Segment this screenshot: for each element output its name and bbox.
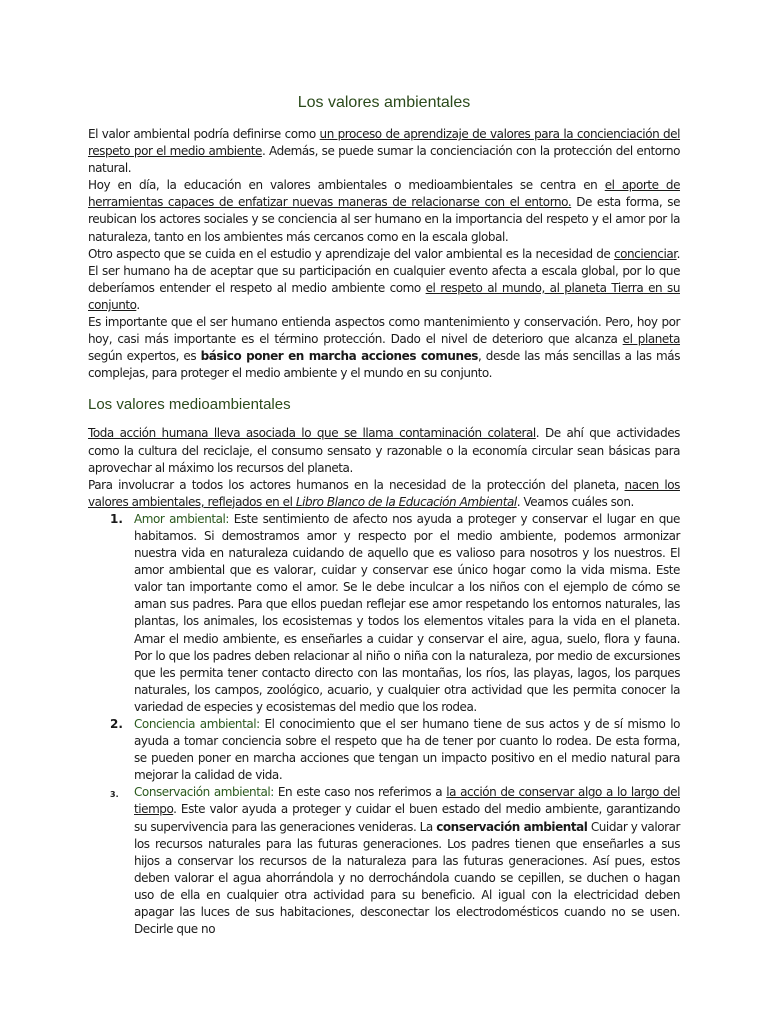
section2-paragraph-2	[88, 477, 680, 511]
list-item-text	[134, 784, 680, 938]
list-number: 2.	[110, 717, 123, 731]
text: Este sentimiento de afecto nos ayuda a proteger y conservar el lugar en que habitamos. Si demostramos amor y respecto por el medio ambiente, podemos armonizar nuestra vida en naturaleza cuidando de aquello que es valioso para nosotros y los nuestros. El amor ambiental que es valorar, cuidar y conservar ese único hogar como la vida misma. Este valor tan importante como el amor. Se le debe inculcar a los niños con el ejemplo de cómo se aman sus padres. Para que ellos puedan reflejar ese amor respetando los entornos naturales, las plantas, los animales, los ecosistemas y todos los elementos vitales para la vida en el planeta. Amar el medio ambiente, es enseñarles a cuidar y conservar el aire, agua, suelo, flora y fauna. Por lo que los padres deben relacionar al niño o niña con la naturaleza, por medio de excursiones que les permita tener contacto directo con las montañas, los ríos, las playas, lagos, los parques naturales, los campos, zoológico, acuario, y cualquier otra actividad que les permita conocer la variedad de especies y ecosistemas del medio que los rodea.	[134, 511, 680, 714]
paragraph-1	[88, 126, 680, 177]
text: . De ahí que actividades como la cultura del reciclaje, el consumo sensato y razonable o la economía circular sean básicas para aprovechar al máximo los recursos del planeta.	[88, 426, 680, 475]
text: .	[136, 297, 140, 312]
text: . Veamos cuáles son.	[516, 494, 634, 509]
text: Es importante que el ser humano entienda aspectos como mantenimiento y conservación. Pero, hoy por hoy, casi más importante es el término protección. Dado el nivel de deterioro que alcanza	[88, 315, 680, 347]
text: . Este valor ayuda a proteger y cuidar el buen estado del medio ambiente, garantizando su supervivencia para las generaciones venideras. La	[134, 802, 680, 834]
values-list	[88, 511, 680, 938]
underlined-text: el respeto al mundo, al planeta Tierra en su conjunto	[88, 280, 680, 312]
underlined-text: la acción de conservar algo a lo largo del tiempo	[134, 785, 680, 817]
paragraph-3	[88, 246, 680, 314]
underlined-text: el planeta	[622, 332, 680, 347]
list-item-label: Conciencia ambiental:	[134, 717, 260, 731]
text: nacen los valores ambientales, reflejados en el	[88, 477, 680, 509]
paragraph-4	[88, 314, 680, 382]
section2-paragraph-1	[88, 425, 680, 476]
list-item-label: Amor ambiental:	[134, 511, 230, 526]
italic-text: Libro Blanco de la Educación Ambiental	[295, 494, 517, 509]
list-item-label: Conservación ambiental:	[134, 785, 274, 800]
text: Hoy en día, la educación en valores ambientales o medioambientales se centra en	[88, 178, 605, 193]
text: De esta forma, se reubican los actores sociales y se conciencia al ser humano en la importancia del respeto y el amor por la naturaleza, tanto en los ambientes más cercanos como en la escala global.	[88, 195, 680, 244]
underlined-text: el aporte de herramientas capaces de enfatizar nuevas maneras de relacionarse con el entorno.	[88, 178, 681, 210]
list-item	[88, 511, 680, 716]
document-title: Los valores ambientales	[297, 94, 471, 111]
text: Para involucrar a todos los actores humanos en la necesidad de la protección del planeta,	[88, 477, 625, 492]
text: El conocimiento que el ser humano tiene de sus actos y de sí mismo lo ayuda a tomar conciencia sobre el respeto que ha de tener por cuanto lo rodea. De esta forma, se pueden poner en marcha acciones que tengan un impacto positivo en el medio natural para mejorar la calidad de vida.	[134, 717, 680, 783]
list-item	[88, 716, 680, 784]
text: . El ser humano ha de aceptar que su participación en cualquier evento afecta a escala global, por lo que deberíamos entender el respeto al medio ambiente como	[88, 246, 680, 295]
bold-text: básico poner en marcha acciones comunes	[200, 349, 478, 364]
paragraph-2	[88, 177, 680, 245]
text: , desde las más sencillas a las más complejas, para proteger el medio ambiente y el mundo en su conjunto.	[88, 349, 680, 381]
text: Cuidar y valorar los recursos naturales para las futuras generaciones. Los padres tienen que enseñarles a sus hijos a conservar los recursos de la naturaleza para las futuras generaciones. Así pues, estos deben valorar el agua ahorrándola y no derrochándola cuando se cepillen, se duchen o hagan uso de ella en cualquier otra actividad para su beneficio. Al igual con la electricidad deben apagar las luces de sus habitaciones, desconectar los electrodomésticos cuando no se usen. Decirle que no	[134, 819, 680, 937]
list-item-text	[134, 511, 680, 716]
text: Otro aspecto que se cuida en el estudio y aprendizaje del valor ambiental es la necesidad de	[88, 246, 614, 261]
text: En este caso nos referimos a	[273, 785, 447, 800]
list-item	[88, 784, 680, 938]
list-item-text	[134, 716, 680, 784]
underlined-text: Toda acción humana lleva asociada lo que se llama contaminación colateral	[88, 426, 536, 441]
list-number: 1.	[110, 511, 123, 526]
underlined-text: concienciar	[613, 246, 677, 261]
section-heading: Los valores medioambientales	[88, 396, 291, 414]
text: . Además, se puede sumar la concienciación con la protección del entorno natural.	[88, 144, 680, 176]
bold-text: conservación ambiental	[436, 819, 588, 834]
text: según expertos, es	[88, 349, 201, 364]
list-number: 3.	[110, 790, 119, 800]
text: El valor ambiental podría definirse como	[88, 127, 320, 141]
underlined-text: un proceso de aprendizaje de valores para la concienciación del respeto por el medio ambiente	[88, 127, 681, 159]
